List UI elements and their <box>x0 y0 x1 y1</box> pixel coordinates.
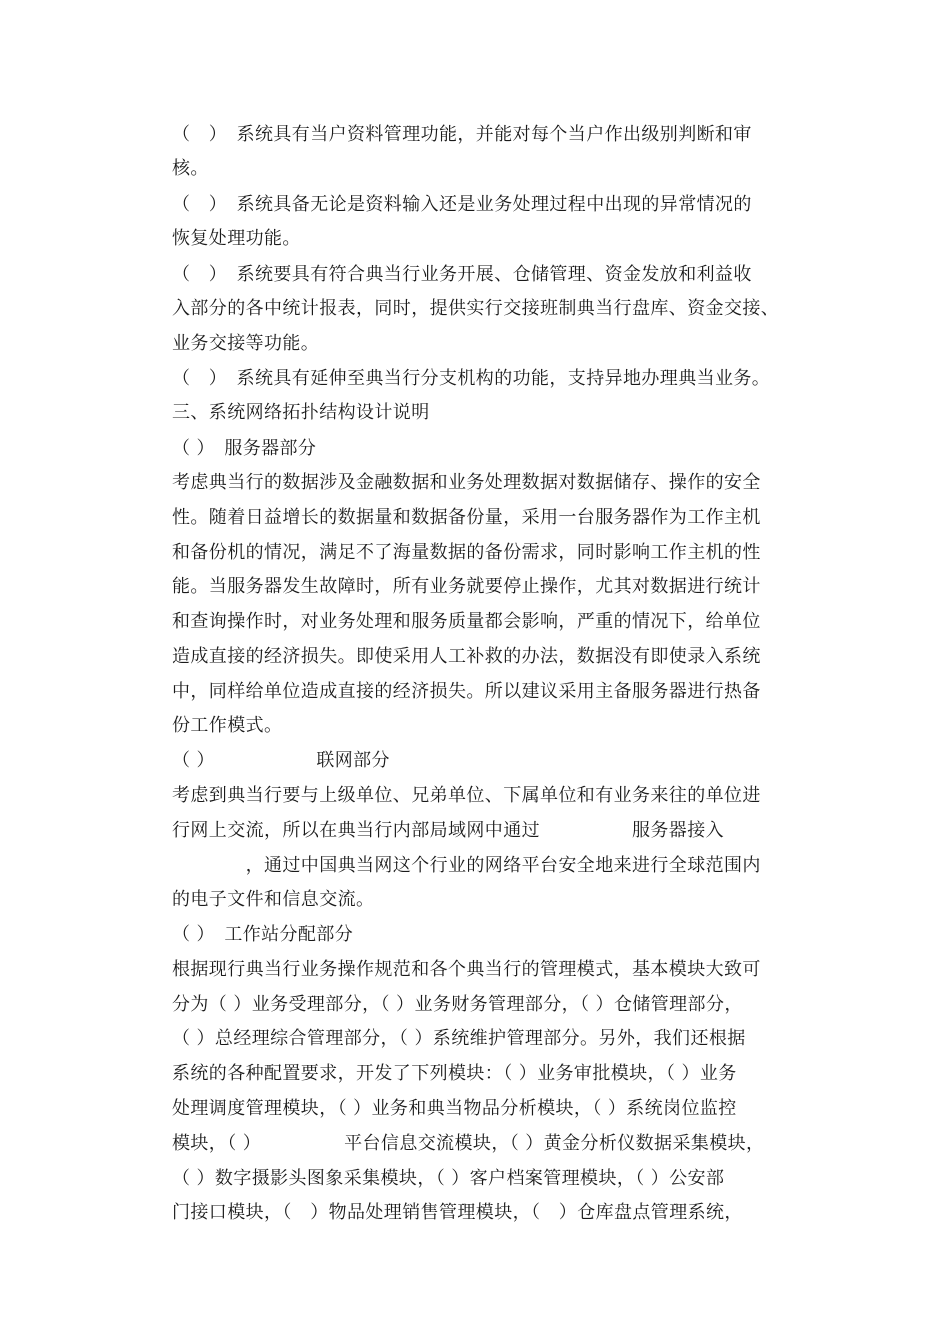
text-line: 恢复处理功能。 <box>172 228 301 249</box>
text-line: 门接口模块，（ ）物品处理销售管理模块，（ ）仓库盘点管理系统， <box>172 1202 743 1223</box>
text-line: （ ） 系统具有延伸至典当行分支机构的功能，支持异地办理典当业务。 <box>172 368 771 389</box>
text-line: 的电子文件和信息交流。 <box>172 889 375 910</box>
text-line: 性。随着日益增长的数据量和数据备份量，采用一台服务器作为工作主机 <box>172 507 761 528</box>
section-heading: 三、系统网络拓扑结构设计说明 <box>172 402 430 423</box>
text-line: （ ） 系统具有当户资料管理功能，并能对每个当户作出级别判断和审 <box>172 124 752 145</box>
text-line: （ ）数字摄影头图象采集模块，（ ）客户档案管理模块，（ ）公安部 <box>172 1168 725 1189</box>
text-line: 系统的各种配置要求，开发了下列模块：（ ）业务审批模块，（ ）业务 <box>172 1063 737 1084</box>
text-line: 中，同样给单位造成直接的经济损失。所以建议采用主备服务器进行热备 <box>172 681 761 702</box>
subsection-heading: （ ） 联网部分 <box>172 750 390 771</box>
text-line: （ ） 系统具备无论是资料输入还是业务处理过程中出现的异常情况的 <box>172 194 752 215</box>
text-line: 根据现行典当行业务操作规范和各个典当行的管理模式，基本模块大致可 <box>172 959 761 980</box>
text-line: 能。当服务器发生故障时，所有业务就要停止操作，尤其对数据进行统计 <box>172 576 761 597</box>
text-line: （ ） 系统要具有符合典当行业务开展、仓储管理、资金发放和利益收 <box>172 264 752 285</box>
subsection-heading: （ ） 服务器部分 <box>172 438 317 459</box>
text-line: ，通过中国典当网这个行业的网络平台安全地来进行全球范围内 <box>172 855 761 876</box>
text-line: 业务交接等功能。 <box>172 333 320 354</box>
text-line: 处理调度管理模块，（ ）业务和典当物品分析模块，（ ）系统岗位监控 <box>172 1098 737 1119</box>
text-line: （ ）总经理综合管理部分，（ ）系统维护管理部分。另外，我们还根据 <box>172 1028 746 1049</box>
text-line: 模块，（ ） 平台信息交流模块，（ ）黄金分析仪数据采集模块， <box>172 1133 765 1154</box>
text-line: 份工作模式。 <box>172 715 283 736</box>
text-line: 分为（ ）业务受理部分，（ ）业务财务管理部分，（ ）仓储管理部分， <box>172 994 743 1015</box>
text-line: 行网上交流，所以在典当行内部局域网中通过 服务器接入 <box>172 820 724 841</box>
text-line: 核。 <box>172 158 209 179</box>
text-line: 和查询操作时，对业务处理和服务质量都会影响，严重的情况下，给单位 <box>172 611 761 632</box>
text-line: 入部分的各中统计报表，同时，提供实行交接班制典当行盘库、资金交接、 <box>172 298 780 319</box>
text-line: 考虑典当行的数据涉及金融数据和业务处理数据对数据储存、操作的安全 <box>172 472 761 493</box>
text-line: 和备份机的情况，满足不了海量数据的备份需求，同时影响工作主机的性 <box>172 542 761 563</box>
text-line: 造成直接的经济损失。即使采用人工补救的办法，数据没有即使录入系统 <box>172 646 761 667</box>
subsection-heading: （ ） 工作站分配部分 <box>172 924 354 945</box>
text-line: 考虑到典当行要与上级单位、兄弟单位、下属单位和有业务来往的单位进 <box>172 785 761 806</box>
